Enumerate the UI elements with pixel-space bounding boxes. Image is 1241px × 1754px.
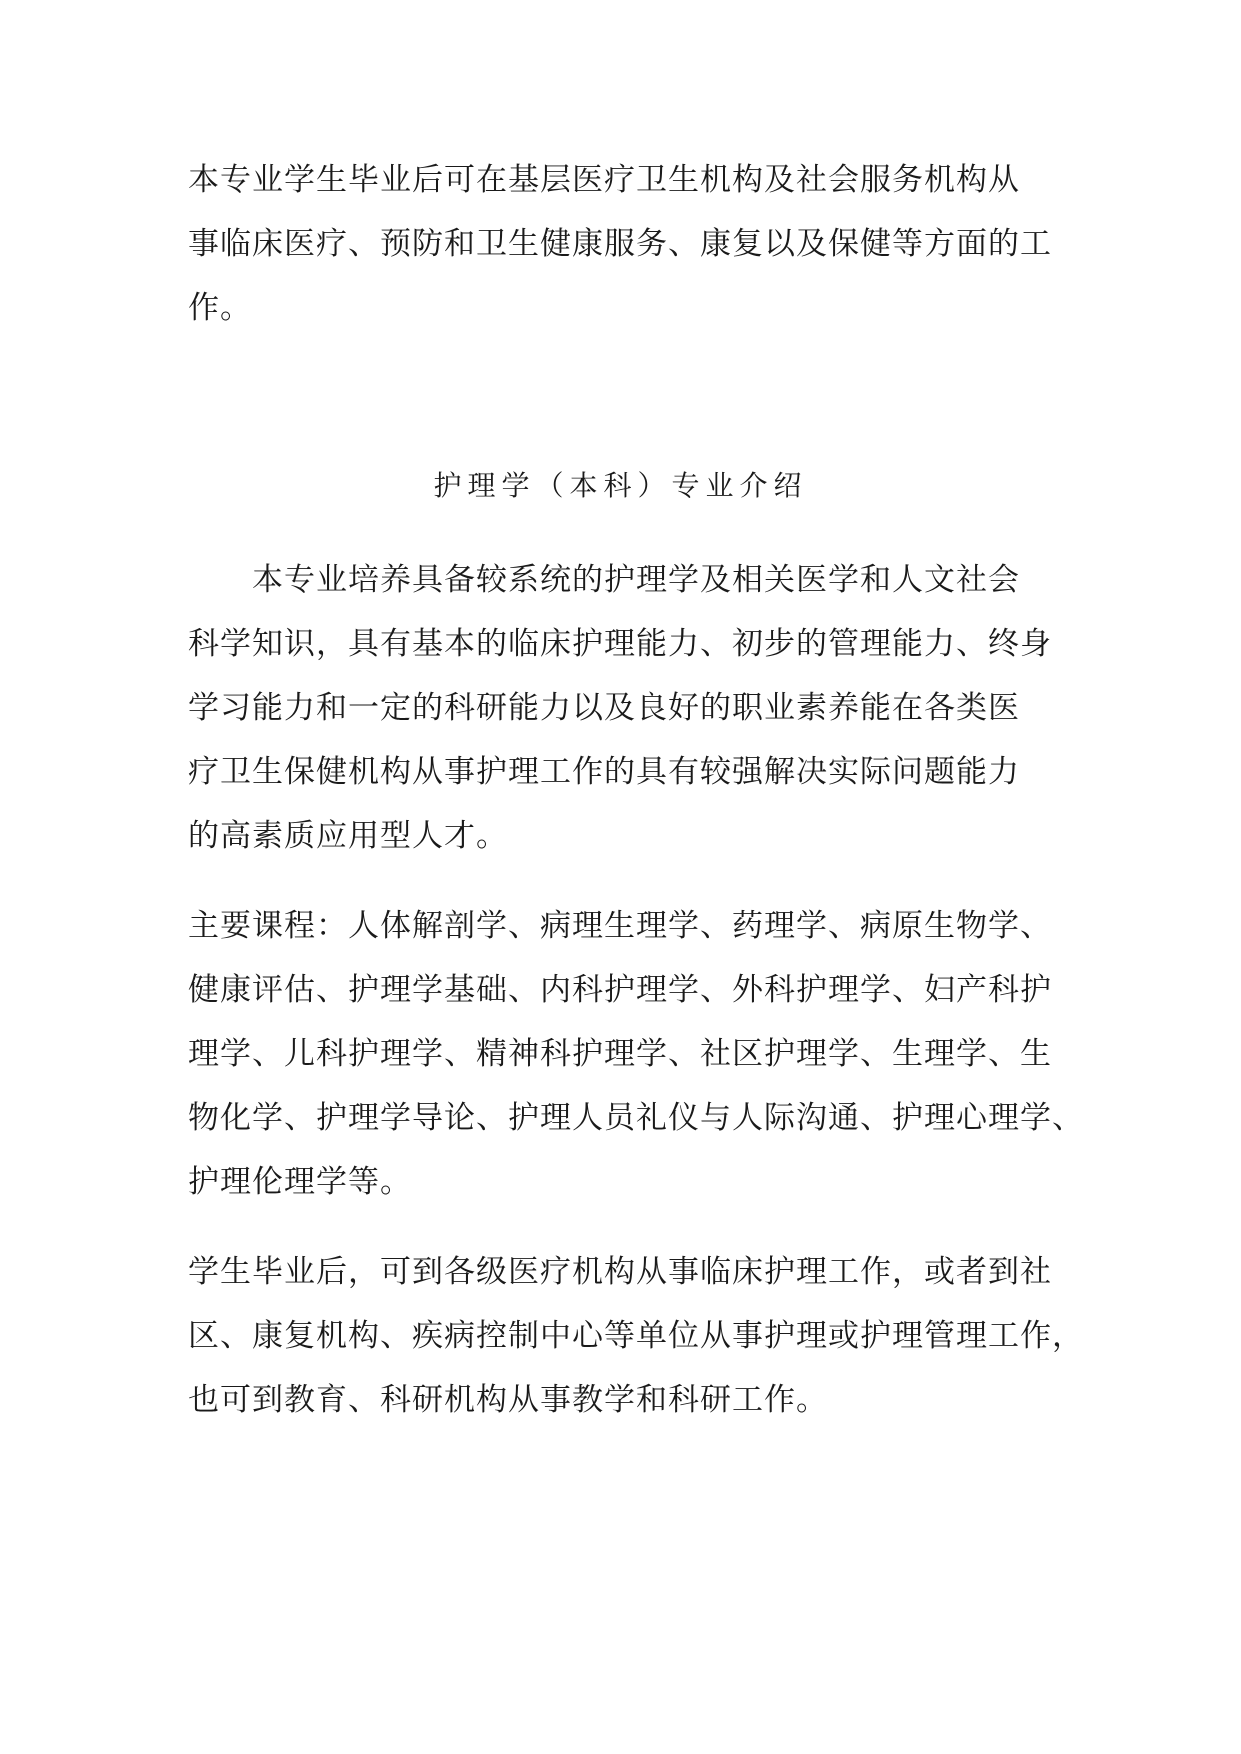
paragraph-line: 的高素质应用型人才。 [188, 818, 508, 854]
paragraph-line: 疗卫生保健机构从事护理工作的具有较强解决实际问题能力 [188, 754, 1020, 790]
paragraph-line: 作。 [188, 290, 252, 326]
paragraph-line: 学习能力和一定的科研能力以及良好的职业素养能在各类医 [188, 690, 1020, 726]
paragraph-line: 理学、儿科护理学、精神科护理学、社区护理学、生理学、生 [188, 1036, 1052, 1072]
training-paragraph [188, 548, 1068, 868]
paragraph-line: 主要课程：人体解剖学、病理生理学、药理学、病原生物学、 [188, 908, 1052, 944]
section-title: 护理学（本科）专业介绍 [433, 469, 808, 502]
paragraph-line: 护理伦理学等。 [188, 1164, 412, 1200]
paragraph-line: 区、康复机构、疾病控制中心等单位从事护理或护理管理工作， [188, 1318, 1084, 1354]
paragraph-line: 学生毕业后，可到各级医疗机构从事临床护理工作，或者到社 [188, 1254, 1052, 1290]
paragraph-line: 也可到教育、科研机构从事教学和科研工作。 [188, 1382, 828, 1418]
paragraph-line: 健康评估、护理学基础、内科护理学、外科护理学、妇产科护 [188, 972, 1052, 1008]
paragraph-line: 科学知识，具有基本的临床护理能力、初步的管理能力、终身 [188, 626, 1052, 662]
paragraph-line: 本专业培养具备较系统的护理学及相关医学和人文社会 [188, 562, 1020, 598]
courses-paragraph [188, 894, 1084, 1214]
paragraph-line: 事临床医疗、预防和卫生健康服务、康复以及保健等方面的工 [188, 226, 1052, 262]
career-paragraph [188, 1240, 1084, 1432]
paragraph-line: 物化学、护理学导论、护理人员礼仪与人际沟通、护理心理学、 [188, 1100, 1084, 1136]
intro-paragraph [188, 148, 1068, 340]
paragraph-line: 本专业学生毕业后可在基层医疗卫生机构及社会服务机构从 [188, 162, 1020, 198]
